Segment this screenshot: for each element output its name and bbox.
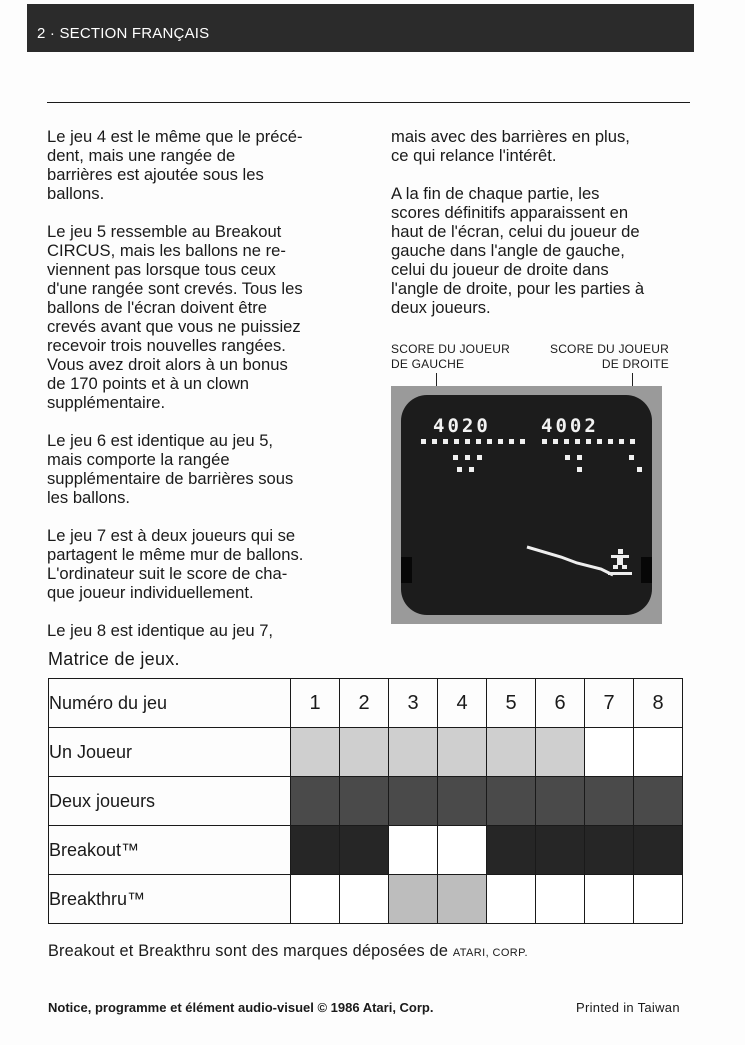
matrix-cell	[438, 826, 487, 875]
matrix-cell	[291, 777, 340, 826]
printed-in: Printed in Taiwan	[576, 1000, 680, 1015]
left-player-score: 4020	[433, 415, 491, 437]
matrix-cell	[487, 728, 536, 777]
matrix-cell	[536, 826, 585, 875]
clown-sprite	[608, 549, 632, 575]
matrix-row	[49, 826, 683, 875]
right-score-label: SCORE DU JOUEUR DE DROITE	[549, 342, 669, 371]
matrix-header-row	[49, 679, 683, 728]
matrix-cell	[536, 875, 585, 924]
header-label: Numéro du jeu	[49, 679, 291, 728]
paragraph: Le jeu 7 est à deux joueurs qui se partagent le même mur de ballons. L'ordinateur suit le score de cha- que joueur individuellement.	[47, 526, 304, 602]
clown-trajectory	[527, 547, 613, 575]
game-screenshot	[391, 386, 662, 624]
section-title: 2 · SECTION FRANÇAIS	[37, 25, 210, 42]
tv-screen	[401, 395, 652, 615]
paragraph: Le jeu 4 est le même que le précé- dent, mais une rangée de barrières est ajoutée sous les ballons.	[47, 127, 303, 203]
game-number: 2	[340, 679, 389, 728]
right-column	[391, 127, 701, 336]
paragraph: Le jeu 6 est identique au jeu 5, mais comporte la rangée supplémentaire de barrières sous les ballons.	[47, 431, 294, 507]
game-number: 4	[438, 679, 487, 728]
matrix-cell	[487, 777, 536, 826]
matrix-cell	[291, 728, 340, 777]
trademark-owner: ATARI, CORP.	[452, 947, 528, 959]
row-label: Breakout™	[49, 826, 291, 875]
matrix-cell	[340, 826, 389, 875]
game-number: 1	[291, 679, 340, 728]
game-number: 7	[585, 679, 634, 728]
matrix-cell	[585, 728, 634, 777]
matrix-cell	[634, 826, 683, 875]
divider	[47, 102, 690, 103]
matrix-cell	[389, 826, 438, 875]
matrix-title: Matrice de jeux.	[48, 649, 180, 669]
matrix-cell	[389, 875, 438, 924]
matrix-cell	[340, 728, 389, 777]
left-column	[47, 127, 357, 659]
game-matrix-table	[48, 678, 683, 924]
matrix-cell	[634, 777, 683, 826]
matrix-row	[49, 728, 683, 777]
left-score-label: SCORE DU JOUEUR DE GAUCHE	[391, 342, 511, 371]
matrix-cell	[438, 728, 487, 777]
game-number: 8	[634, 679, 683, 728]
trademark-text: Breakout et Breakthru sont des marques déposées de	[48, 942, 453, 960]
matrix-cell	[340, 777, 389, 826]
matrix-cell	[438, 777, 487, 826]
matrix-cell	[389, 777, 438, 826]
matrix-cell	[438, 875, 487, 924]
matrix-row	[49, 777, 683, 826]
matrix-cell	[291, 875, 340, 924]
game-playfield	[401, 395, 652, 615]
matrix-cell	[634, 875, 683, 924]
game-number: 5	[487, 679, 536, 728]
matrix-cell	[487, 826, 536, 875]
matrix-cell	[585, 777, 634, 826]
copyright-notice: Notice, programme et élément audio-visuel © 1986 Atari, Corp.	[48, 1000, 434, 1015]
row-label: Un Joueur	[49, 728, 291, 777]
matrix-cell	[536, 728, 585, 777]
matrix-cell	[340, 875, 389, 924]
paragraph: A la fin de chaque partie, les scores définitifs apparaissent en haut de l'écran, celui du joueur de gauche dans l'angle de gauche, celui du joueur de droite dans l'angle de droite, pour les parties à deux joueurs.	[391, 184, 645, 317]
game-number: 6	[536, 679, 585, 728]
row-label: Breakthru™	[49, 875, 291, 924]
row-label: Deux joueurs	[49, 777, 291, 826]
trademark-note	[48, 942, 528, 961]
matrix-row	[49, 875, 683, 924]
paragraph: mais avec des barrières en plus, ce qui relance l'intérêt.	[391, 127, 630, 165]
matrix-cell	[487, 875, 536, 924]
matrix-cell	[585, 826, 634, 875]
paragraph: Le jeu 5 ressemble au Breakout CIRCUS, mais les ballons ne re- viennent pas lorsque tous ceux d'une rangée sont crevés. Tous les ballons de l'écran doivent être crevés avant que vous ne puissiez recevoir trois nouvelles rangées. Vous avez droit alors à un bonus de 170 points et à un clown supplémentaire.	[47, 222, 303, 412]
matrix-cell	[389, 728, 438, 777]
paragraph: Le jeu 8 est identique au jeu 7,	[47, 621, 274, 640]
matrix-cell	[536, 777, 585, 826]
matrix-cell	[585, 875, 634, 924]
game-number: 3	[389, 679, 438, 728]
right-player-score: 4002	[541, 415, 599, 437]
header-bar	[27, 4, 694, 52]
matrix-cell	[634, 728, 683, 777]
matrix-cell	[291, 826, 340, 875]
